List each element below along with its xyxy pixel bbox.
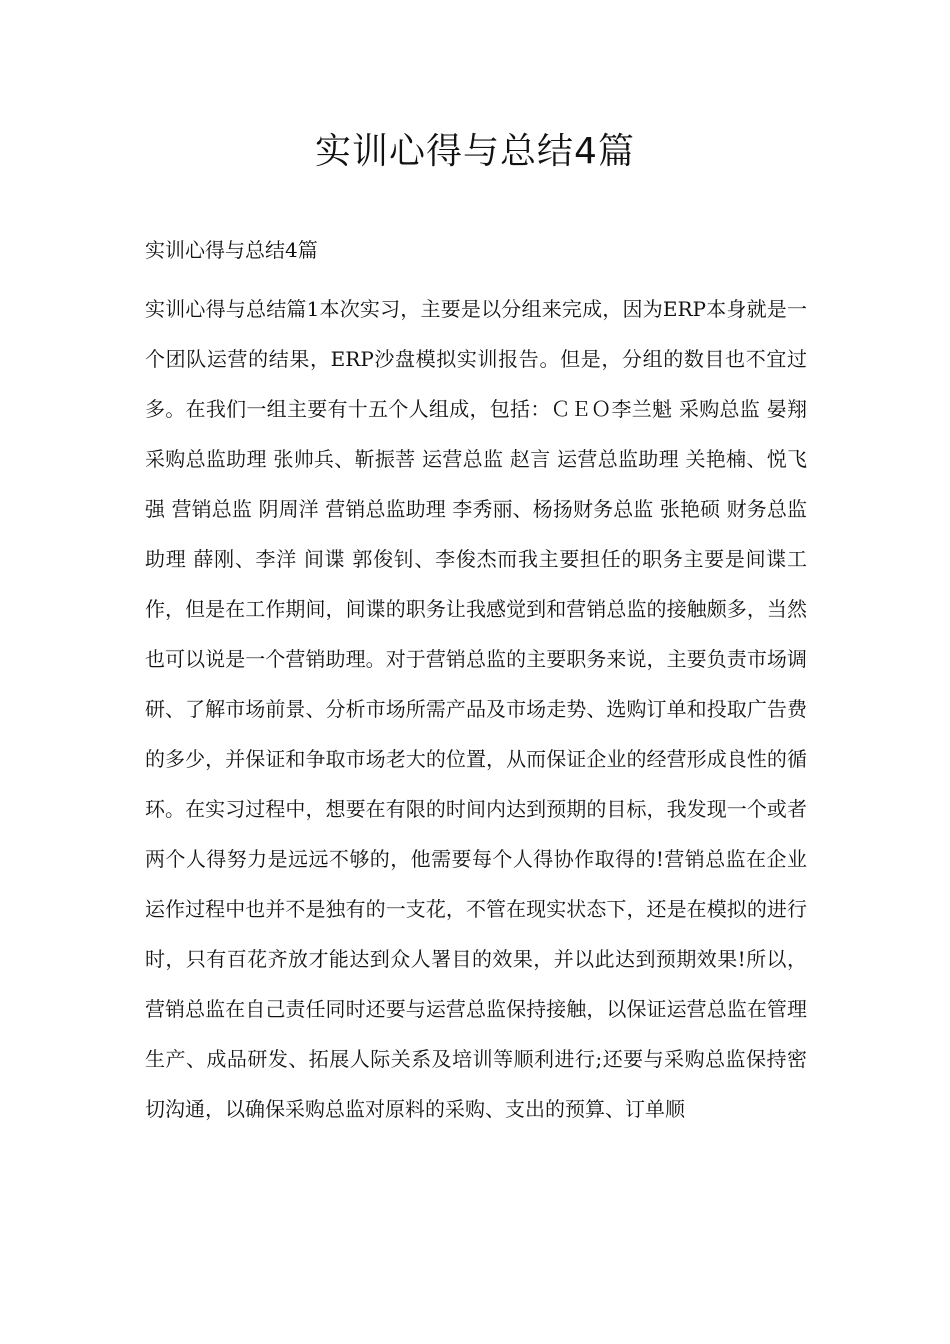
- document-title: 实训心得与总结4篇: [315, 131, 635, 172]
- document-body-paragraph: 实训心得与总结篇1本次实习，主要是以分组来完成，因为ERP本身就是一个团队运营的结果，ERP沙盘模拟实训报告。但是，分组的数目也不宜过多。在我们一组主要有十五个人组成，包括：ＣＥＯ李兰魁 采购总监 晏翔 采购总监助理 张帅兵、靳振菩 运营总监 赵言 运营总监助理 关艳楠、悦飞强 营销总监 阴周洋 营销总监助理 李秀丽、杨扬财务总监 张艳硕 财务总监助理 薛刚、李洋 间谍 郭俊钊、李俊杰而我主要担任的职务主要是间谍工作，但是在工作期间，间谍的职务让我感觉到和营销总监的接触颇多，当然也可以说是一个营销助理。对于营销总监的主要职务来说，主要负责市场调研、了解市场前景、分析市场所需产品及市场走势、选购订单和投取广告费的多少，并保证和争取市场老大的位置，从而保证企业的经营形成良性的循环。在实习过程中，想要在有限的时间内达到预期的目标，我发现一个或者两个人得努力是远远不够的，他需要每个人得协作取得的!营销总监在企业运作过程中也并不是独有的一支花，不管在现实状态下，还是在模拟的进行时，只有百花齐放才能达到众人署目的效果，并以此达到预期效果!所以，营销总监在自己责任同时还要与运营总监保持接触，以保证运营总监在管理生产、成品研发、拓展人际关系及培训等顺利进行;还要与采购总监保持密切沟通，以确保采购总监对原料的采购、支出的预算、订单顺: [145, 297, 807, 1121]
- document-subtitle: 实训心得与总结4篇: [145, 238, 318, 262]
